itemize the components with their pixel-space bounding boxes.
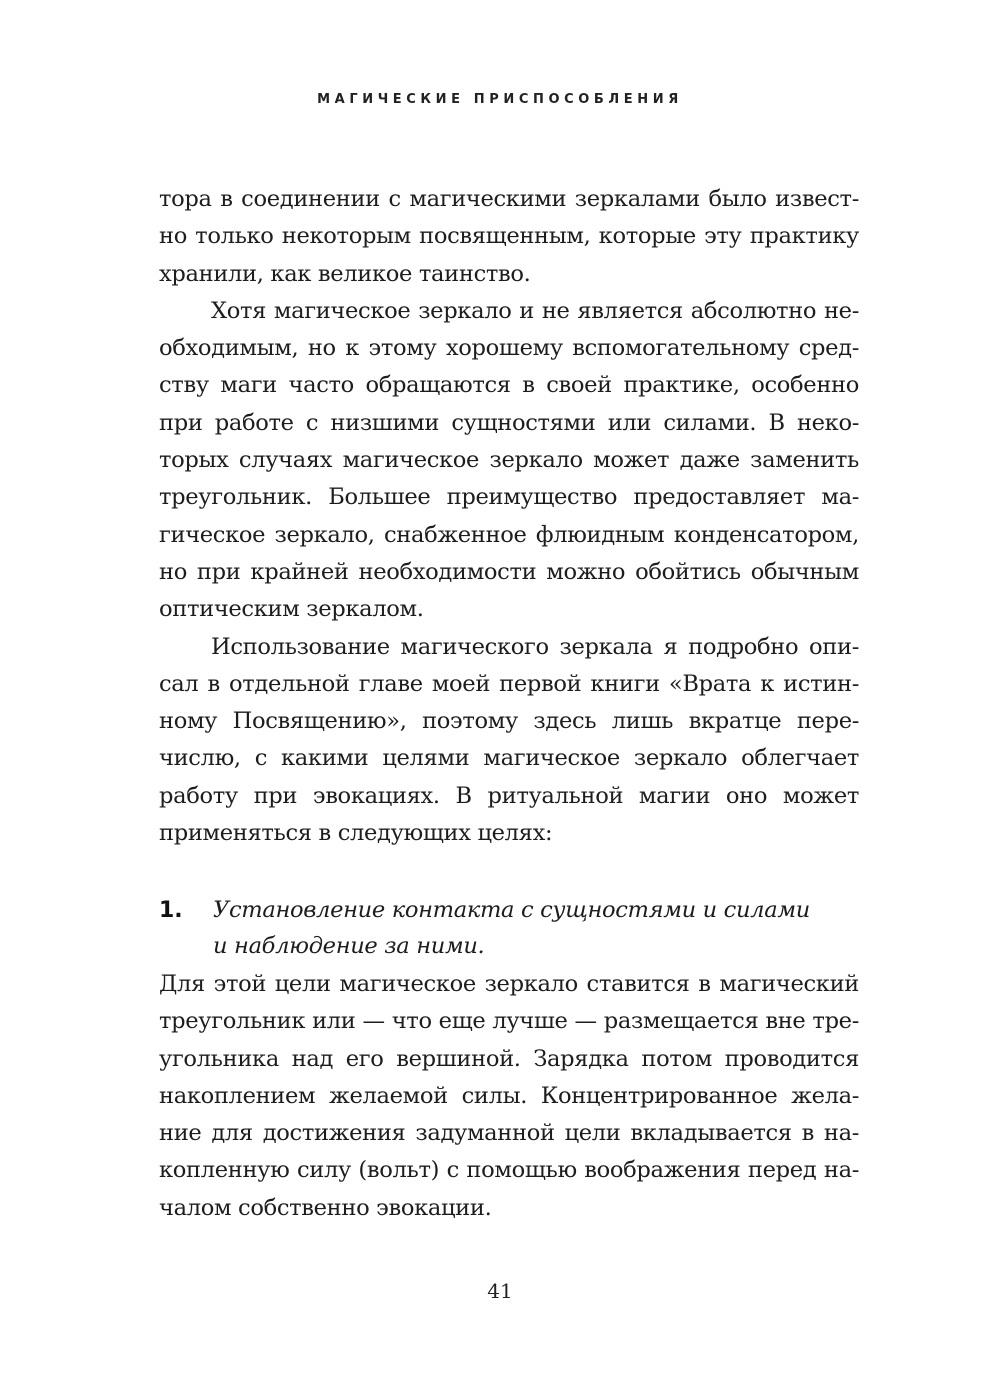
text-line: Хотя магическое зеркало и не является абсолютно не- xyxy=(211,297,859,324)
body-text-block-1 xyxy=(159,181,859,852)
page-number: 41 xyxy=(487,1279,513,1303)
list-item-heading-line: и наблюдение за ними. xyxy=(213,933,485,959)
text-line: ному Посвящению», поэтому здесь лишь вкратце пере- xyxy=(159,708,859,735)
body-text-block-2 xyxy=(159,966,859,1227)
text-line: треугольник или — что еще лучше — размещается вне тре- xyxy=(159,1008,859,1035)
text-line: хранили, как великое таинство. xyxy=(159,260,531,287)
text-line: при работе с низшими сущностями или силами. В неко- xyxy=(159,409,859,436)
text-line: числю, с какими целями магическое зеркало облегчает xyxy=(159,745,859,772)
text-line: треугольник. Большее преимущество предоставляет ма- xyxy=(159,484,859,511)
text-line: накоплением желаемой силы. Концентрированное жела- xyxy=(159,1082,859,1109)
text-line: гическое зеркало, снабженное флюидным конденсатором, xyxy=(159,521,859,548)
text-line: применяться в следующих целях: xyxy=(159,820,553,847)
text-line: но при крайней необходимости можно обойтись обычным xyxy=(159,558,859,585)
running-head: МАГИЧЕСКИЕ ПРИСПОСОБЛЕНИЯ xyxy=(317,92,683,107)
list-item-heading-line: Установление контакта с сущностями и силами xyxy=(213,897,810,923)
text-line: копленную силу (вольт) с помощью воображения перед на- xyxy=(159,1157,859,1184)
text-line: оптическим зеркалом. xyxy=(159,596,424,623)
text-line: Использование магического зеркала я подробно опи- xyxy=(211,633,859,660)
text-line: обходимым, но к этому хорошему вспомогательному сред- xyxy=(159,335,859,362)
text-line: Для этой цели магическое зеркало ставится в магический xyxy=(159,971,859,997)
list-item-number: 1. xyxy=(159,898,183,923)
text-line: чалом собственно эвокации. xyxy=(159,1194,492,1221)
list-item-heading xyxy=(213,892,859,964)
text-line: угольника над его вершиной. Зарядка потом проводится xyxy=(159,1045,859,1072)
text-line: сал в отдельной главе моей первой книги «Врата к истин- xyxy=(159,670,859,697)
text-line: тора в соединении с магическими зеркалами было извест- xyxy=(159,186,859,212)
text-line: торых случаях магическое зеркало может даже заменить xyxy=(159,447,859,474)
list-item-1 xyxy=(159,892,859,964)
text-line: ние для достижения задуманной цели вкладывается в на- xyxy=(159,1120,859,1147)
text-line: работу при эвокациях. В ритуальной магии оно может xyxy=(159,782,859,809)
text-line: но только некоторым посвященным, которые эту практику xyxy=(159,223,859,250)
text-line: ству маги часто обращаются в своей практике, особенно xyxy=(159,372,859,399)
